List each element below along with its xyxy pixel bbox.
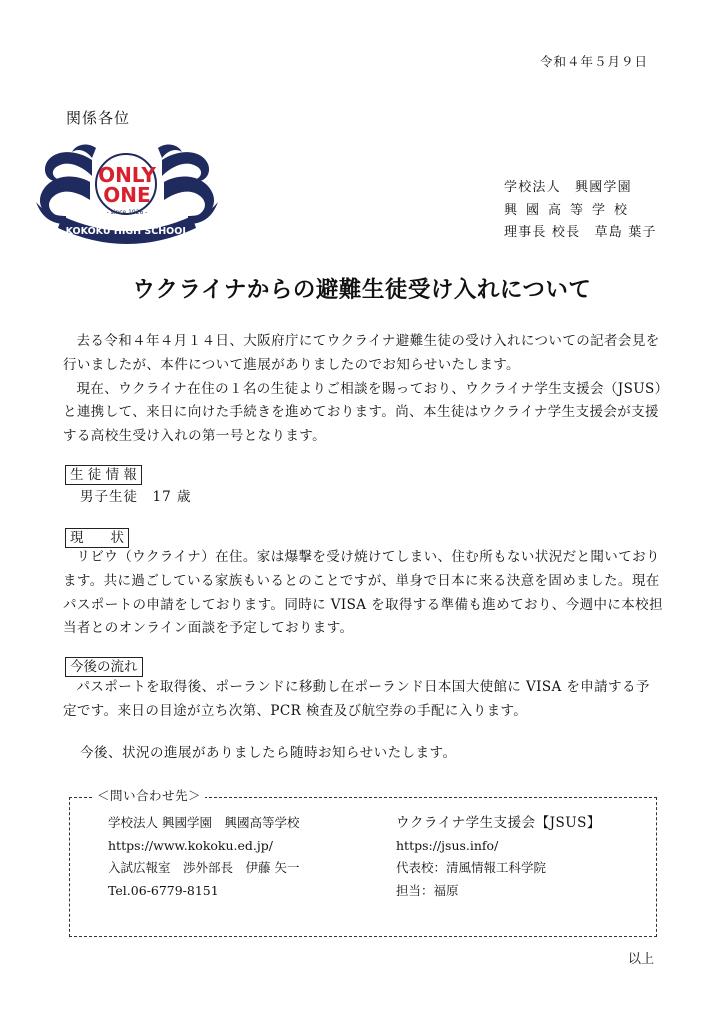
student-info-heading: 生 徒 情 報 [65, 465, 142, 485]
document-title: ウクライナからの避難生徒受け入れについて [132, 277, 592, 303]
addressee: 関係各位 [66, 109, 131, 127]
school-logo [32, 142, 222, 246]
student-info-section [65, 464, 142, 485]
contact-jsus-person: 担当：福原 [396, 882, 459, 898]
contact-jsus-url[interactable]: https://jsus.info/ [396, 837, 499, 853]
sender-block [504, 177, 657, 245]
status-section [65, 527, 129, 548]
logo-main-bottom: ONE [103, 183, 151, 207]
intro-paragraph-2: 現在、ウクライナ在住の１名の生徒よりご相談を賜っており、ウクライナ学生支援会（JSUS）と連携して、来日に向けた手続きを進めております。尚、本生徒はウクライナ学生支援会が支援する高校生受け入れの第一号となります。 [63, 380, 662, 445]
school-crest-icon [32, 142, 222, 246]
sender-principal: 理事長 校長 草島 葉子 [504, 225, 657, 240]
logo-main-top: ONLY [98, 163, 156, 187]
contact-jsus-rep: 代表校：清風情報工科学院 [396, 860, 547, 875]
document-date: 令和４年５月９日 [540, 54, 649, 69]
flow-section [65, 656, 143, 677]
contact-school-url[interactable]: https://www.kokoku.ed.jp/ [108, 837, 273, 853]
logo-since: - since 1926 - [106, 209, 148, 216]
contact-title: ＜問い合わせ先＞ [93, 786, 205, 804]
intro-section [63, 330, 663, 449]
intro-paragraph-1: 去る令和４年４月１４日、大阪府庁にてウクライナ避難生徒の受け入れについての記者会見を行いましたが、本件について進展がありましたのでお知らせいたします。 [63, 333, 660, 373]
flow-heading: 今後の流れ [65, 657, 143, 677]
contact-jsus [396, 812, 601, 902]
flow-body [63, 676, 663, 724]
sender-school: 興國高等学校 [504, 202, 637, 218]
logo-banner-text: KOKOKU HIGH SCHOOL [65, 226, 189, 237]
contact-school-org: 学校法人 興國学園 興國高等学校 [108, 815, 300, 830]
status-body [63, 546, 663, 641]
contact-school-person: 入試広報室 渉外部長 伊藤 矢一 [108, 860, 300, 875]
status-text: リビウ（ウクライナ）在住。家は爆撃を受け焼けてしまい、住む所もない状況だと聞いております。共に過ごしている家族もいるとのことですが、単身で日本に来る決意を固めました。現在パスポートの申請をしております。同時に VISA を取得する準備も進めており、今週中に本校担当者とのオンライン面談を予定しております。 [63, 549, 663, 637]
flow-text: パスポートを取得後、ポーランドに移動し在ポーランド日本国大使館に VISA を申請する予定です。来日の目途が立ち次第、PCR 検査及び航空券の手配に入ります。 [63, 679, 650, 719]
student-info-detail: 男子生徒 17 歳 [80, 489, 192, 505]
closing-text: 今後、状況の進展がありましたら随時お知らせいたします。 [80, 745, 457, 761]
contact-school-tel: Tel.06-6779-8151 [108, 882, 219, 898]
sender-organization: 学校法人 興國学園 [504, 180, 632, 195]
contact-jsus-org: ウクライナ学生支援会【JSUS】 [396, 815, 601, 831]
end-mark: 以上 [628, 952, 655, 967]
status-heading: 現 状 [65, 528, 129, 548]
contact-school [108, 812, 299, 902]
